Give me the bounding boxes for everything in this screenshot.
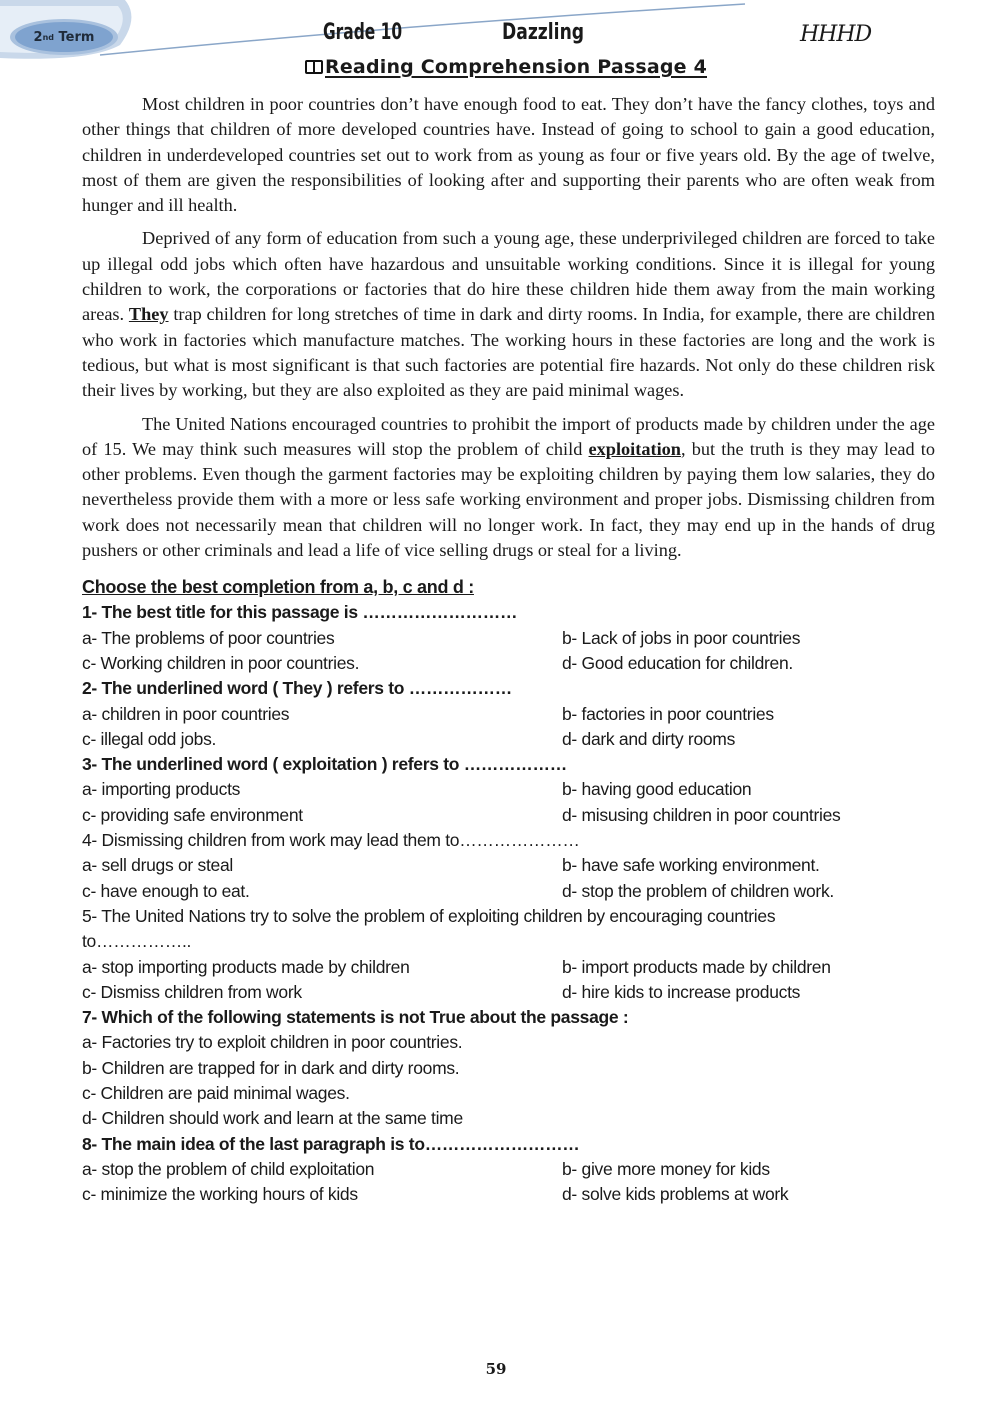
- exercise-instruction: Choose the best completion from a, b, c and d :: [82, 577, 474, 598]
- term-suffix: nd: [42, 32, 54, 42]
- question-8: [82, 1132, 935, 1208]
- book-icon: [305, 60, 323, 74]
- question-stem: 5- The United Nations try to solve the problem of exploiting children by encouraging countries to……………..: [82, 905, 776, 952]
- question-stem: 7- Which of the following statements is not True about the passage :: [82, 1007, 629, 1028]
- option-c: c- Children are paid minimal wages.: [82, 1082, 350, 1103]
- option-c: c- minimize the working hours of kids: [82, 1184, 358, 1205]
- term-label: Term: [58, 29, 95, 45]
- option-d: d- hire kids to increase products: [562, 981, 801, 1002]
- paragraph-text: Deprived of any form of education from such a young age, these underprivileged children are forced to take up illegal odd jobs which often have hazardous and unsuitable working conditions. Since it is illegal for young children to work, the corporations or factories that do hire these children hide them away from the main working areas.: [82, 228, 935, 325]
- option-a: a- importing products: [82, 779, 241, 800]
- question-4: [82, 828, 935, 904]
- page-title-text: Reading Comprehension Passage 4: [325, 56, 707, 78]
- option-d: d- Children should work and learn at the same time: [82, 1108, 463, 1129]
- question-stem: 1- The best title for this passage is ………………………: [82, 602, 518, 623]
- option-a: a- stop the problem of child exploitation: [82, 1158, 375, 1179]
- signature: HHHD: [800, 22, 872, 47]
- option-c: c- Dismiss children from work: [82, 981, 302, 1002]
- term-badge: [14, 22, 114, 52]
- option-d: d- solve kids problems at work: [562, 1184, 789, 1205]
- question-3: [82, 752, 935, 828]
- option-b: b- have safe working environment.: [562, 855, 820, 876]
- option-b: b- factories in poor countries: [562, 703, 774, 724]
- series-label: Dazzling: [502, 20, 585, 45]
- term-number: 2: [33, 29, 43, 45]
- option-a: a- sell drugs or steal: [82, 855, 233, 876]
- question-stem: 2- The underlined word ( They ) refers to ………………: [82, 678, 512, 699]
- underlined-word-they: They: [128, 304, 169, 325]
- passage-paragraph-1: Most children in poor countries don’t have enough food to eat. They don’t have the fancy clothes, toys and other things that children of more developed countries have. Instead of going to school to gain a good education, children in underdeveloped countries set out to work from as young as four or five years old. By the age of twelve, most of them are given the responsibilities of looking after and supporting their parents who are often weak from hunger and ill health.: [82, 94, 935, 216]
- page-number: 59: [485, 1360, 507, 1378]
- paragraph-text: The United Nations encouraged countries to prohibit the import of products made by children under the age of 15. We may think such measures will stop the problem of child: [82, 413, 935, 459]
- option-b: b- having good education: [562, 779, 752, 800]
- option-a: a- The problems of poor countries: [82, 627, 335, 648]
- question-5: [82, 904, 935, 1005]
- underlined-word-exploitation: exploitation: [588, 438, 681, 459]
- grade-label: Grade 10: [323, 20, 403, 45]
- content: [82, 92, 935, 1207]
- option-c: c- have enough to eat.: [82, 880, 250, 901]
- option-b: b- Children are trapped for in dark and dirty rooms.: [82, 1057, 460, 1078]
- paragraph-text: , but the truth is they may lead to other problems. Even though the garment factories may be exploiting children by paying them low salaries, they do nevertheless provide them with a more or less safe working environment and proper jobs. Dismissing children from work does not necessarily mean that children will no longer work. In fact, they may end up in the hands of drug pushers or other criminals and lead a life of vice selling drugs or steal for a living.: [82, 438, 936, 561]
- question-7: [82, 1005, 935, 1131]
- option-c: c- Working children in poor countries.: [82, 652, 360, 673]
- option-d: d- dark and dirty rooms: [562, 728, 736, 749]
- option-a: a- children in poor countries: [82, 703, 290, 724]
- option-b: b- give more money for kids: [562, 1158, 770, 1179]
- question-stem: 4- Dismissing children from work may lead them to…………………: [82, 830, 580, 851]
- option-d: d- misusing children in poor countries: [562, 804, 841, 825]
- page-title: [305, 56, 707, 78]
- question-1: [82, 600, 935, 676]
- option-c: c- illegal odd jobs.: [82, 728, 217, 749]
- paragraph-text: trap children for long stretches of time in dark and dirty rooms. In India, for example, there are children who work in factories which manufacture matches. The working hours in these factories are long and the work is tedious, but what is most significant is that such factories are potential fire hazards. Not only do these children risk their lives by working, but they are also exploited as they are paid minimal wages.: [82, 304, 936, 401]
- passage-paragraph-2: [82, 226, 935, 403]
- passage-paragraph-3: [82, 412, 935, 564]
- option-a: a- stop importing products made by children: [82, 956, 410, 977]
- option-d: d- stop the problem of children work.: [562, 880, 834, 901]
- question-stem: 8- The main idea of the last paragraph is to………………………: [82, 1133, 580, 1154]
- option-a: a- Factories try to exploit children in poor countries.: [82, 1032, 463, 1053]
- option-c: c- providing safe environment: [82, 804, 303, 825]
- option-b: b- import products made by children: [562, 956, 831, 977]
- option-d: d- Good education for children.: [562, 652, 793, 673]
- question-stem: 3- The underlined word ( exploitation ) refers to ………………: [82, 754, 567, 775]
- question-2: [82, 676, 935, 752]
- option-b: b- Lack of jobs in poor countries: [562, 627, 801, 648]
